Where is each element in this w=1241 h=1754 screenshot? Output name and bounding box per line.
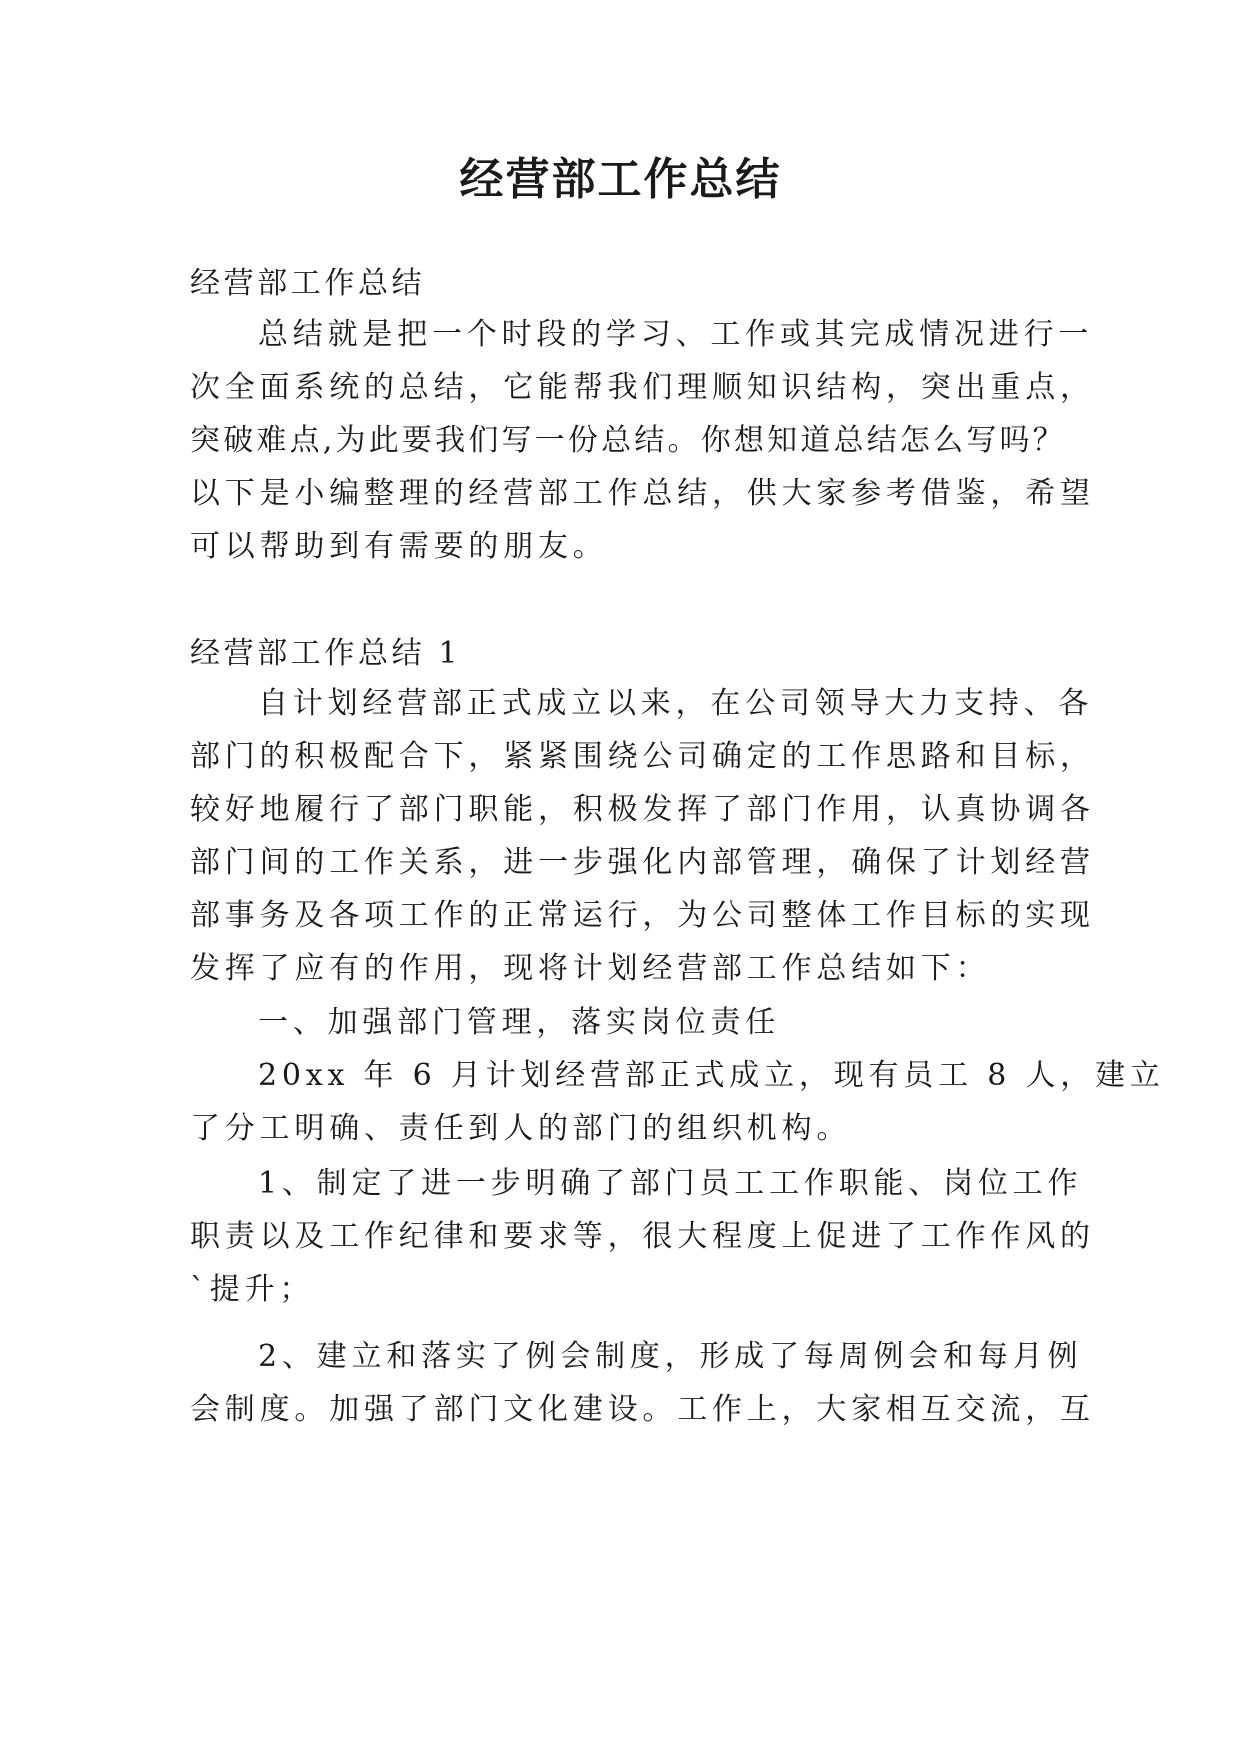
paragraph-line: 发挥了应有的作用，现将计划经营部工作总结如下： bbox=[190, 951, 991, 986]
paragraph-line: 较好地履行了部门职能，积极发挥了部门作用，认真协调各 bbox=[190, 792, 1095, 827]
document-title: 经营部工作总结 bbox=[459, 154, 782, 205]
paragraph-line: 1、制定了进一步明确了部门员工工作职能、岗位工作 bbox=[258, 1166, 1083, 1201]
paragraph-line: 总结就是把一个时段的学习、工作或其完成情况进行一 bbox=[258, 317, 1094, 352]
paragraph-line: 部门的积极配合下，紧紧围绕公司确定的工作思路和目标， bbox=[190, 739, 1095, 774]
paragraph-line: 以下是小编整理的经营部工作总结，供大家参考借鉴，希望 bbox=[190, 476, 1095, 511]
paragraph-line: 2、建立和落实了例会制度，形成了每周例会和每月例 bbox=[258, 1339, 1083, 1374]
paragraph-line: 20xx 年 6 月计划经营部正式成立，现有员工 8 人，建立 bbox=[258, 1058, 1165, 1093]
section-heading: 经营部工作总结 bbox=[190, 266, 426, 301]
paragraph-line: 突破难点,为此要我们写一份总结。你想知道总结怎么写吗？ bbox=[190, 423, 1066, 458]
paragraph-line: 了分工明确、责任到人的部门的组织机构。 bbox=[190, 1111, 852, 1146]
paragraph-line: 职责以及工作纪律和要求等，很大程度上促进了工作作风的 bbox=[190, 1219, 1095, 1254]
paragraph-line: 次全面系统的总结，它能帮我们理顺知识结构，突出重点， bbox=[190, 370, 1095, 405]
paragraph-line: 部门间的工作关系，进一步强化内部管理，确保了计划经营 bbox=[190, 845, 1095, 880]
paragraph-line: 可以帮助到有需要的朋友。 bbox=[190, 529, 608, 564]
paragraph-line: 自计划经营部正式成立以来，在公司领导大力支持、各 bbox=[258, 686, 1094, 721]
section-heading: 经营部工作总结 1 bbox=[190, 636, 462, 671]
subsection-heading: 一、加强部门管理，落实岗位责任 bbox=[258, 1005, 780, 1040]
paragraph-line: `提升； bbox=[190, 1272, 315, 1307]
paragraph-line: 会制度。加强了部门文化建设。工作上，大家相互交流，互 bbox=[190, 1392, 1095, 1427]
paragraph-line: 部事务及各项工作的正常运行，为公司整体工作目标的实现 bbox=[190, 898, 1095, 933]
